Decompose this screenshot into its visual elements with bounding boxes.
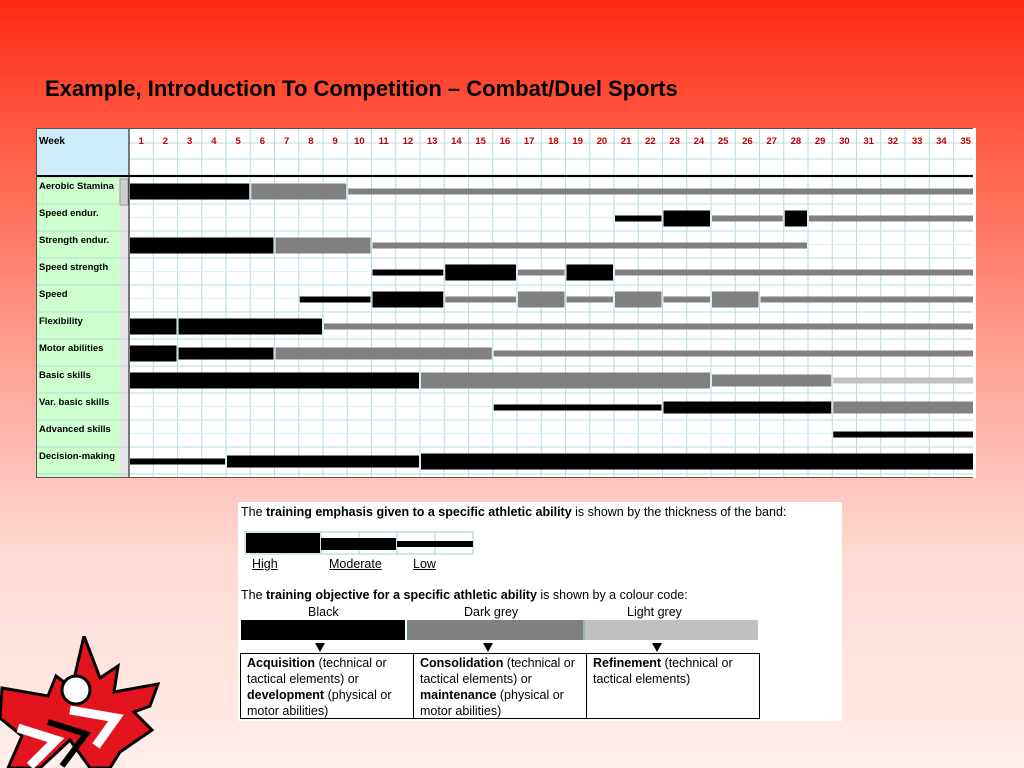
week-number-35: 35 bbox=[960, 136, 971, 147]
week-number-26: 26 bbox=[742, 136, 753, 147]
band-black-moderate bbox=[227, 456, 419, 468]
band-darkgrey-high bbox=[276, 238, 371, 254]
colour-label-darkgrey: Dark grey bbox=[464, 605, 519, 619]
row-label: Var. basic skills bbox=[39, 397, 110, 408]
week-label: Week bbox=[39, 136, 65, 147]
week-number-8: 8 bbox=[308, 136, 314, 147]
grid-right-edge bbox=[973, 128, 976, 478]
band-black-high bbox=[664, 211, 711, 227]
band-darkgrey-high bbox=[615, 292, 662, 308]
band-darkgrey-low bbox=[809, 216, 976, 222]
band-black-high bbox=[567, 265, 614, 281]
week-number-6: 6 bbox=[259, 136, 266, 147]
band-darkgrey-low bbox=[348, 189, 976, 195]
thickness-moderate-band bbox=[321, 538, 396, 550]
week-number-23: 23 bbox=[669, 136, 680, 147]
thickness-label-low: Low bbox=[413, 557, 436, 571]
band-black-high bbox=[373, 292, 444, 308]
band-black-low bbox=[373, 270, 444, 276]
week-number-21: 21 bbox=[620, 136, 632, 147]
week-number-18: 18 bbox=[548, 136, 559, 147]
band-darkgrey-moderate bbox=[276, 348, 492, 360]
week-number-16: 16 bbox=[499, 136, 511, 147]
band-black-moderate bbox=[179, 348, 274, 360]
label-scrollbar bbox=[120, 177, 129, 478]
week-number-15: 15 bbox=[475, 136, 486, 147]
week-number-1: 1 bbox=[138, 136, 144, 147]
arrow-darkgrey bbox=[483, 643, 493, 652]
band-darkgrey-high bbox=[421, 373, 710, 389]
band-darkgrey-low bbox=[373, 243, 808, 249]
band-darkgrey-low bbox=[712, 216, 783, 222]
band-darkgrey-low bbox=[664, 297, 711, 303]
week-number-25: 25 bbox=[717, 136, 729, 147]
week-number-11: 11 bbox=[378, 136, 389, 147]
band-black-low bbox=[494, 405, 662, 411]
band-darkgrey-low bbox=[567, 297, 614, 303]
arrow-lightgrey bbox=[652, 643, 662, 652]
band-black-low bbox=[300, 297, 371, 303]
band-darkgrey-low bbox=[761, 297, 977, 303]
slide-title: Example, Introduction To Competition – Combat/Duel Sports bbox=[45, 76, 678, 101]
band-darkgrey-low bbox=[324, 324, 976, 330]
band-black-moderate bbox=[664, 402, 832, 414]
band-black-high bbox=[130, 346, 177, 362]
band-darkgrey-high bbox=[518, 292, 565, 308]
objective-cell-lightgrey: Refinement (technical or tactical elements) bbox=[593, 656, 733, 686]
band-black-high bbox=[445, 265, 516, 281]
row-label: Decision-making bbox=[39, 451, 116, 462]
week-number-19: 19 bbox=[572, 136, 583, 147]
label-scroll-thumb bbox=[120, 179, 128, 205]
week-number-12: 12 bbox=[402, 136, 414, 147]
band-darkgrey-high bbox=[712, 292, 759, 308]
week-number-13: 13 bbox=[426, 136, 438, 147]
week-number-30: 30 bbox=[839, 136, 850, 147]
row-label: Aerobic Stamina bbox=[39, 181, 114, 192]
maple-leaf-logo-icon bbox=[0, 636, 160, 768]
colour-sample-black bbox=[241, 620, 405, 640]
band-black-low bbox=[130, 459, 225, 465]
band-black-high bbox=[130, 184, 249, 200]
week-number-32: 32 bbox=[887, 136, 899, 147]
objective-cell-darkgrey: Consolidation (technical or tactical elements) or maintenance (physical or motor abilities) bbox=[414, 654, 587, 718]
colour-sample-darkgrey bbox=[407, 620, 583, 640]
week-number-34: 34 bbox=[936, 136, 947, 147]
row-label: Speed bbox=[39, 289, 68, 300]
band-black-high bbox=[130, 373, 419, 389]
week-number-9: 9 bbox=[332, 136, 338, 147]
band-black-high bbox=[785, 211, 807, 227]
emphasis-sentence: The training emphasis given to a specific athletic ability is shown by the thickness of the band: bbox=[241, 505, 787, 519]
band-darkgrey-high bbox=[251, 184, 346, 200]
arrow-black bbox=[315, 643, 325, 652]
colour-label-black: Black bbox=[308, 605, 339, 619]
week-number-3: 3 bbox=[186, 136, 193, 147]
week-number-24: 24 bbox=[693, 136, 705, 147]
week-number-5: 5 bbox=[235, 136, 241, 147]
row-label: Flexibility bbox=[39, 316, 83, 327]
week-number-4: 4 bbox=[211, 136, 217, 147]
thickness-label-high: High bbox=[252, 557, 278, 571]
week-number-22: 22 bbox=[645, 136, 656, 147]
band-darkgrey-moderate bbox=[833, 402, 976, 414]
week-number-31: 31 bbox=[863, 136, 874, 147]
row-label: Basic skills bbox=[39, 370, 91, 381]
band-darkgrey-low bbox=[445, 297, 516, 303]
row-label: Advanced skills bbox=[39, 424, 111, 435]
band-black-high bbox=[179, 319, 323, 335]
week-number-29: 29 bbox=[814, 136, 826, 147]
thickness-label-moderate: Moderate bbox=[329, 557, 382, 571]
row-label: Motor abilities bbox=[39, 343, 104, 354]
band-black-high bbox=[421, 454, 976, 470]
band-darkgrey-low bbox=[518, 270, 565, 276]
week-number-17: 17 bbox=[523, 136, 535, 147]
colour-sample-lightgrey bbox=[583, 620, 758, 640]
objective-arrows bbox=[238, 640, 758, 654]
band-black-low bbox=[833, 432, 976, 438]
band-darkgrey-moderate bbox=[712, 375, 831, 387]
band-lightgrey-low bbox=[833, 378, 976, 384]
objective-table bbox=[240, 653, 760, 719]
band-black-high bbox=[130, 319, 177, 335]
row-label: Strength endur. bbox=[39, 235, 110, 246]
band-black-high bbox=[130, 238, 274, 254]
thickness-high-band bbox=[246, 533, 320, 553]
thickness-sample bbox=[244, 531, 484, 557]
week-number-33: 33 bbox=[911, 136, 923, 147]
objective-sentence: The training objective for a specific athletic ability is shown by a colour code: bbox=[241, 588, 688, 602]
week-number-20: 20 bbox=[596, 136, 608, 147]
week-number-2: 2 bbox=[162, 136, 169, 147]
band-black-low bbox=[615, 216, 662, 222]
objective-cell-black: Acquisition (technical or tactical elements) or development (physical or motor abilities) bbox=[241, 654, 414, 718]
week-number-14: 14 bbox=[451, 136, 462, 147]
training-plan-table bbox=[36, 128, 976, 478]
week-number-27: 27 bbox=[766, 136, 777, 147]
colour-label-lightgrey: Light grey bbox=[627, 605, 682, 619]
row-label: Speed strength bbox=[39, 262, 109, 273]
week-number-28: 28 bbox=[790, 136, 802, 147]
week-number-10: 10 bbox=[354, 136, 365, 147]
band-darkgrey-low bbox=[615, 270, 976, 276]
thickness-low-band bbox=[397, 541, 473, 547]
training-plan-grid bbox=[36, 128, 976, 478]
row-label: Speed endur. bbox=[39, 208, 99, 219]
week-number-7: 7 bbox=[283, 136, 290, 147]
band-darkgrey-low bbox=[494, 351, 976, 357]
